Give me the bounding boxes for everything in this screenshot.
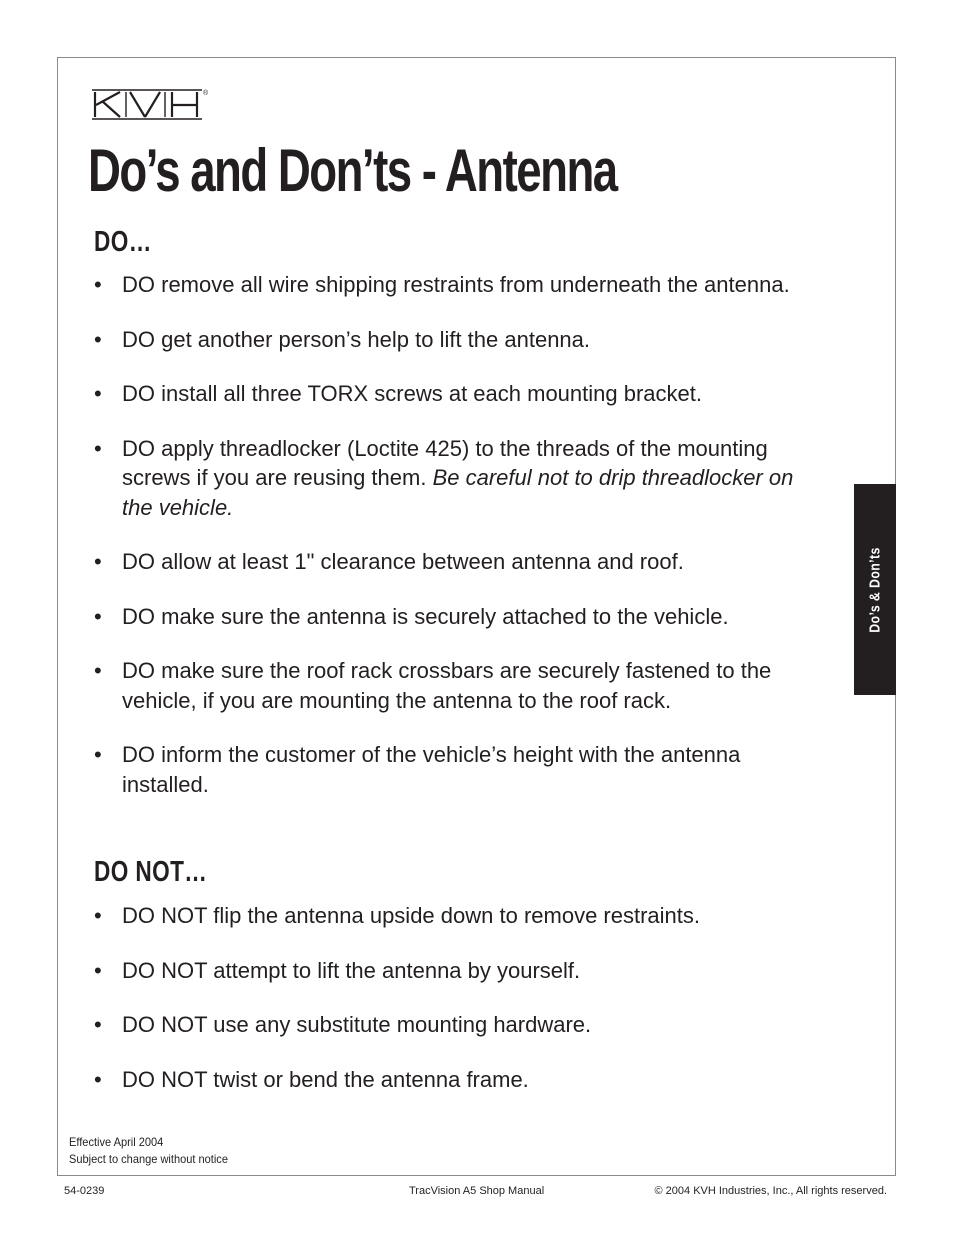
bullet-icon: •	[94, 549, 102, 574]
bullet-icon: •	[94, 435, 102, 461]
bullet-icon: •	[94, 326, 102, 352]
effective-notice	[69, 1134, 242, 1168]
side-tab-label: Do’s & Don’ts	[866, 546, 884, 633]
page-title: Do’s and Don’ts - Antenna	[88, 137, 617, 204]
bullet-icon: •	[94, 381, 102, 406]
bullet-icon: •	[94, 957, 102, 983]
caution-note: Be careful not to drip threadlocker on the vehicle.	[122, 465, 794, 520]
do-list	[90, 270, 800, 824]
list-item: • DO inform the customer of the vehicle’s height with the antenna installed.	[94, 742, 741, 797]
section-side-tab[interactable]	[854, 484, 896, 695]
bullet-icon: •	[94, 1066, 102, 1092]
manual-name: TracVision A5 Shop Manual	[409, 1185, 545, 1197]
bullet-icon: •	[94, 742, 102, 767]
list-item: • DO allow at least 1" clearance between antenna and roof.	[90, 547, 800, 577]
copyright: © 2004 KVH Industries, Inc., All rights reserved.	[654, 1185, 887, 1197]
kvh-logo	[90, 86, 210, 122]
change-notice: Subject to change without notice	[69, 1152, 228, 1166]
list-item: • DO get another person’s help to lift the antenna.	[90, 325, 800, 355]
list-item: • DO NOT use any substitute mounting hardware.	[90, 1010, 800, 1040]
list-item: • DO make sure the roof rack crossbars are securely fastened to the vehicle, if you are mounting the antenna to the roof rack.	[94, 658, 772, 713]
list-item: • DO make sure the antenna is securely attached to the vehicle.	[90, 602, 800, 632]
bullet-icon: •	[94, 903, 102, 928]
donot-list	[90, 901, 800, 1119]
effective-date: Effective April 2004	[69, 1135, 164, 1149]
list-item: • DO apply threadlocker (Loctite 425) to the threads of the mounting screws if you are reusing them. Be careful not to drip threadlocker on the vehicle.	[94, 435, 794, 520]
donot-heading: DO NOT…	[94, 856, 208, 888]
svg-text:®: ®	[203, 90, 209, 97]
list-item: • DO NOT flip the antenna upside down to remove restraints.	[90, 901, 800, 931]
do-heading: DO…	[94, 226, 152, 258]
list-item: • DO NOT attempt to lift the antenna by yourself.	[90, 956, 800, 986]
bullet-icon: •	[94, 272, 102, 297]
bullet-icon: •	[94, 603, 102, 629]
doc-number: 54-0239	[64, 1185, 105, 1197]
list-item: • DO install all three TORX screws at each mounting bracket.	[90, 379, 800, 409]
list-item: • DO NOT twist or bend the antenna frame.	[90, 1065, 800, 1095]
bullet-icon: •	[94, 658, 102, 683]
list-item: • DO remove all wire shipping restraints from underneath the antenna.	[90, 270, 800, 300]
bullet-icon: •	[94, 1012, 102, 1037]
